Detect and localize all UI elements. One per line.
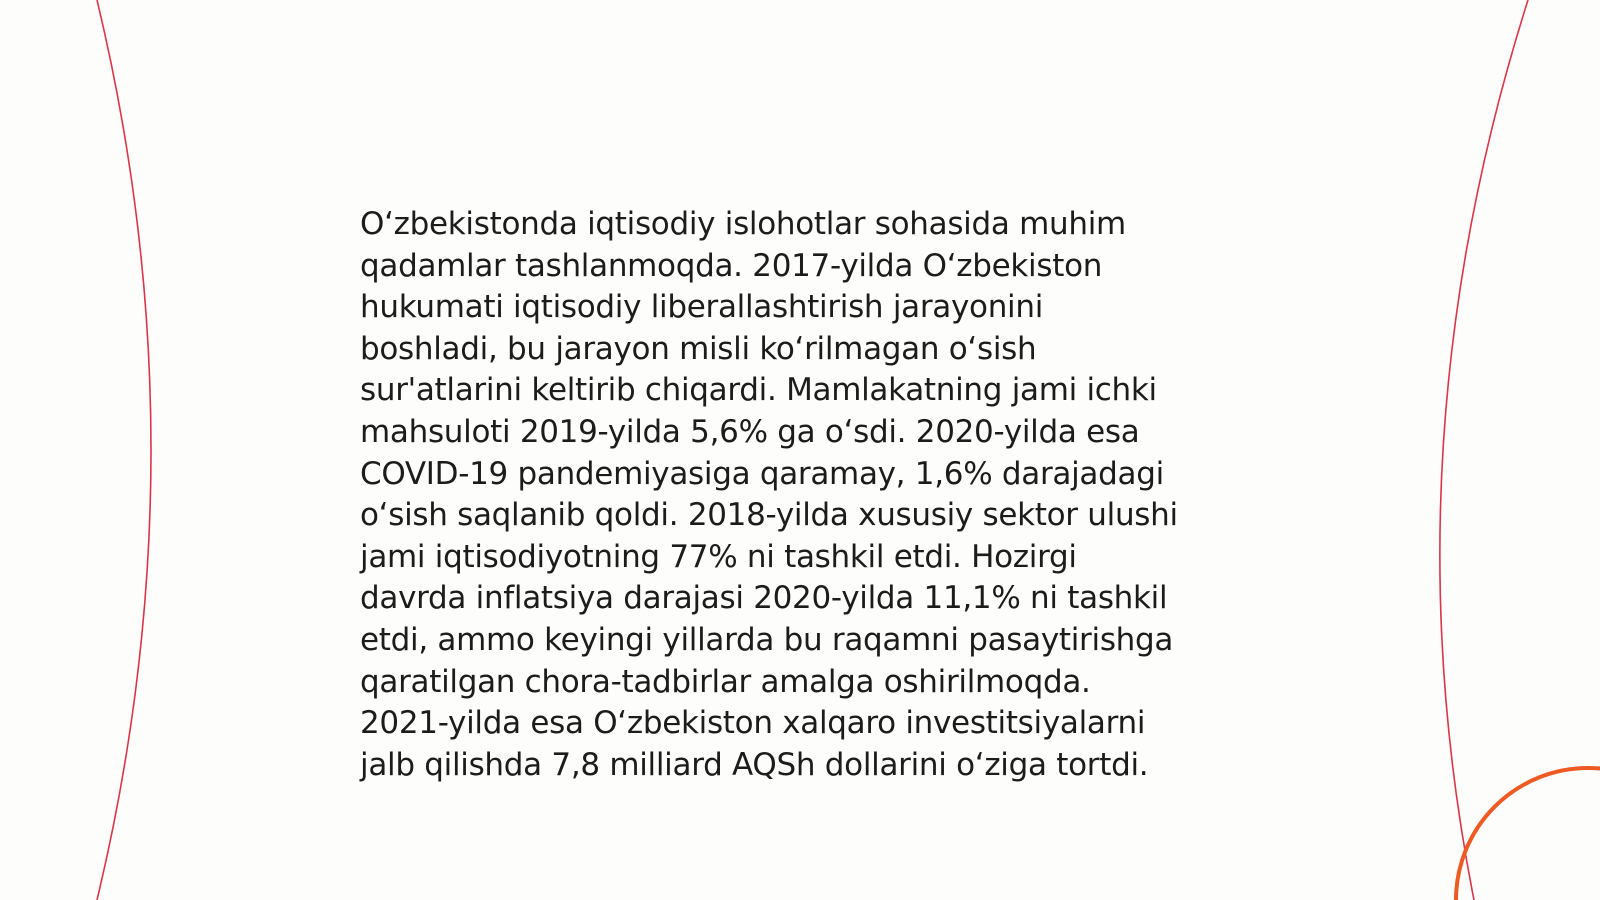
- paragraph-line: davrda inflatsiya darajasi 2020-yilda 11,1% ni tashkil: [360, 580, 1168, 617]
- paragraph-line: boshladi, bu jarayon misli ko‘rilmagan o‘sish: [360, 330, 1037, 367]
- paragraph-line: mahsuloti 2019-yilda 5,6% ga o‘sdi. 2020-yilda esa: [360, 413, 1140, 450]
- left-arc: [97, 0, 151, 900]
- paragraph-line: O‘zbekistonda iqtisodiy islohotlar sohasida muhim: [360, 206, 1126, 242]
- paragraph-line: hukumati iqtisodiy liberallashtirish jarayonini: [360, 289, 1044, 326]
- right-arc: [1440, 0, 1528, 900]
- paragraph-line: 2021-yilda esa O‘zbekiston xalqaro investitsiyalarni: [360, 705, 1146, 742]
- paragraph-line: etdi, ammo keyingi yillarda bu raqamni pasaytirishga: [360, 621, 1174, 658]
- orange-circle-arc: [1456, 768, 1600, 900]
- paragraph-line: sur'atlarini keltirib chiqardi. Mamlakatning jami ichki: [360, 372, 1157, 409]
- paragraph-line: qaratilgan chora-tadbirlar amalga oshirilmoqda.: [360, 663, 1091, 700]
- paragraph-line: COVID-19 pandemiyasiga qaramay, 1,6% darajadagi: [360, 455, 1164, 492]
- paragraph-line: jalb qilishda 7,8 milliard AQSh dollarini o‘ziga tortdi.: [360, 746, 1149, 783]
- paragraph-line: jami iqtisodiyotning 77% ni tashkil etdi. Hozirgi: [360, 538, 1077, 575]
- paragraph-line: qadamlar tashlanmoqda. 2017-yilda O‘zbekiston: [360, 247, 1103, 284]
- body-paragraph: [360, 204, 1240, 786]
- paragraph-line: o‘sish saqlanib qoldi. 2018-yilda xususiy sektor ulushi: [360, 497, 1178, 534]
